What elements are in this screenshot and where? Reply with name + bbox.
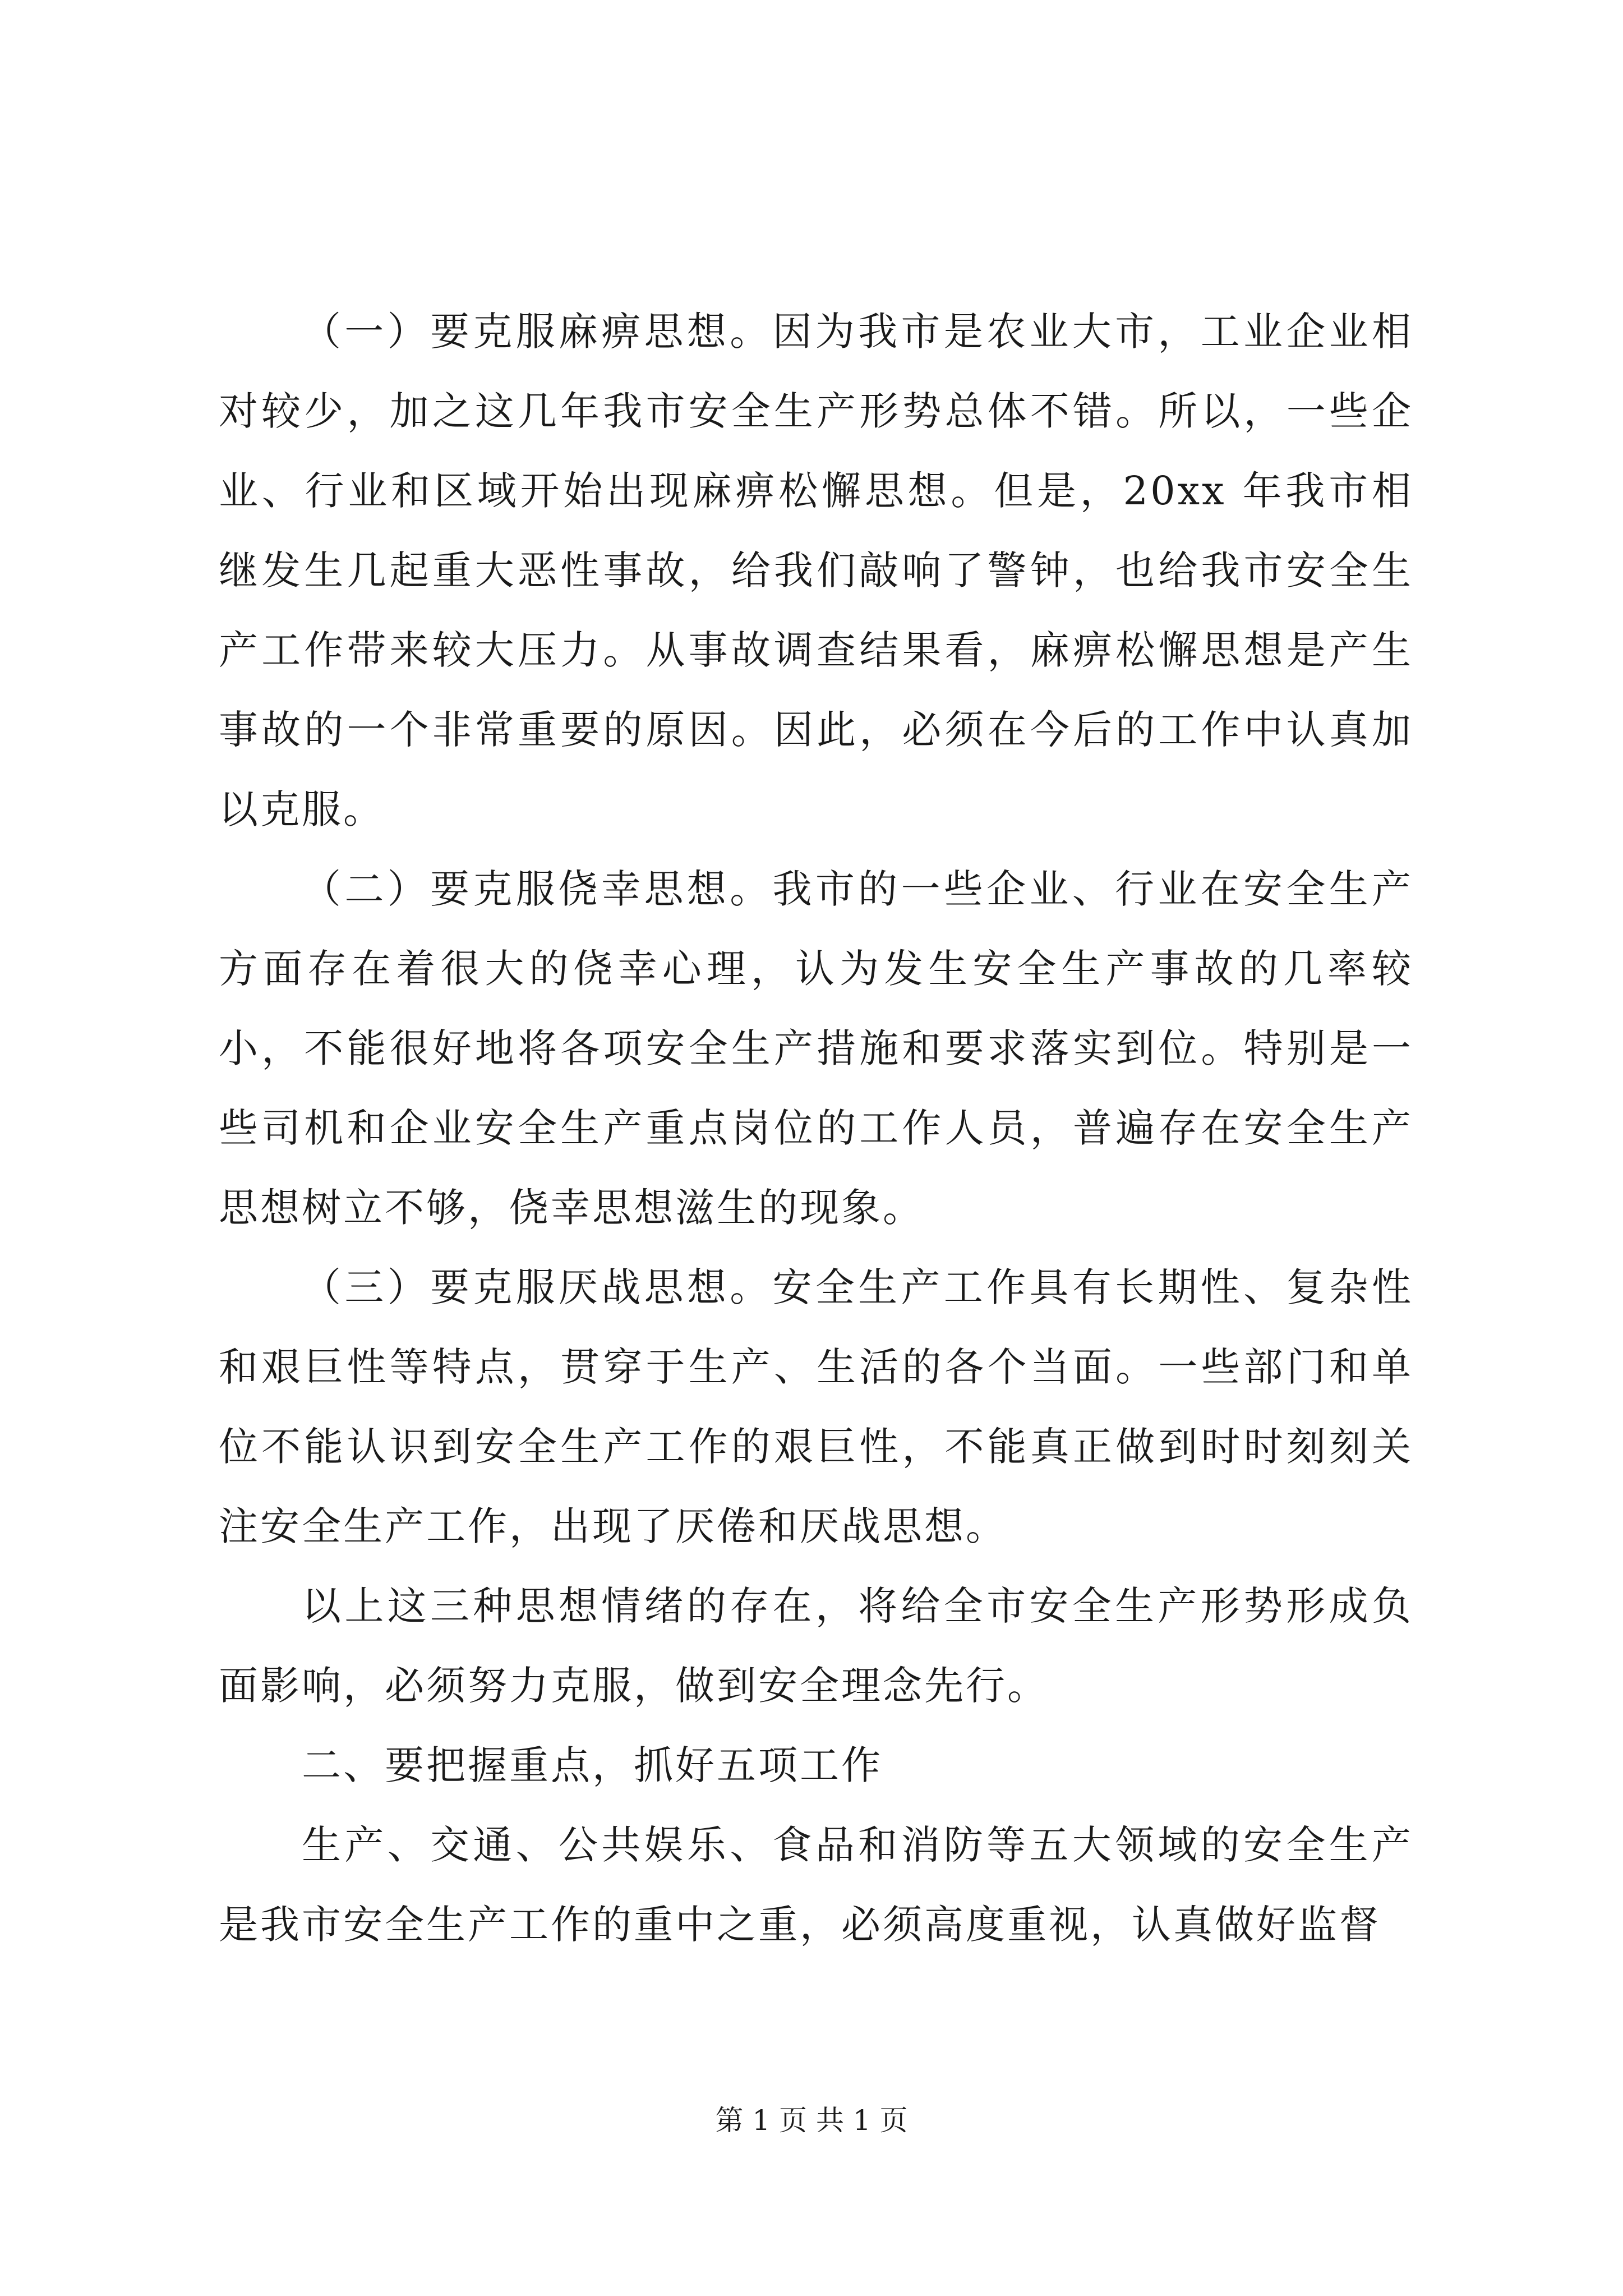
document-body (219, 292, 1413, 1964)
section-heading: 二、要把握重点，抓好五项工作 (302, 1742, 883, 1788)
paragraph-1: （一）要克服麻痹思想。因为我市是农业大市，工业企业相对较少，加之这几年我市安全生产形势总体不错。所以，一些企业、行业和区域开始出现麻痹松懈思想。但是，20xx 年我市相继发生几起重大恶性事故，给我们敲响了警钟，也给我市安全生产工作带来较大压力。从事故调查结果看，麻痹松懈思想是产生事故的一个非常重要的原因。因此，必须在今后的工作中认真加以克服。 (219, 309, 1413, 832)
page-number-footer: 第 1 页 共 1 页 (715, 2104, 908, 2137)
paragraph-2: （二）要克服侥幸思想。我市的一些企业、行业在安全生产方面存在着很大的侥幸心理，认为发生安全生产事故的几率较小，不能很好地将各项安全生产措施和要求落实到位。特别是一些司机和企业安全生产重点岗位的工作人员，普遍存在安全生产思想树立不够，侥幸思想滋生的现象。 (219, 866, 1413, 1231)
paragraph-4: 以上这三种思想情绪的存在，将给全市安全生产形势形成负面影响，必须努力克服，做到安全理念先行。 (219, 1583, 1413, 1709)
paragraph-5: 生产、交通、公共娱乐、食品和消防等五大领域的安全生产是我市安全生产工作的重中之重，必须高度重视，认真做好监督 (219, 1822, 1413, 1948)
paragraph-3: （三）要克服厌战思想。安全生产工作具有长期性、复杂性和艰巨性等特点，贯穿于生产、生活的各个当面。一些部门和单位不能认识到安全生产工作的艰巨性，不能真正做到时时刻刻关注安全生产工作，出现了厌倦和厌战思想。 (219, 1264, 1413, 1549)
